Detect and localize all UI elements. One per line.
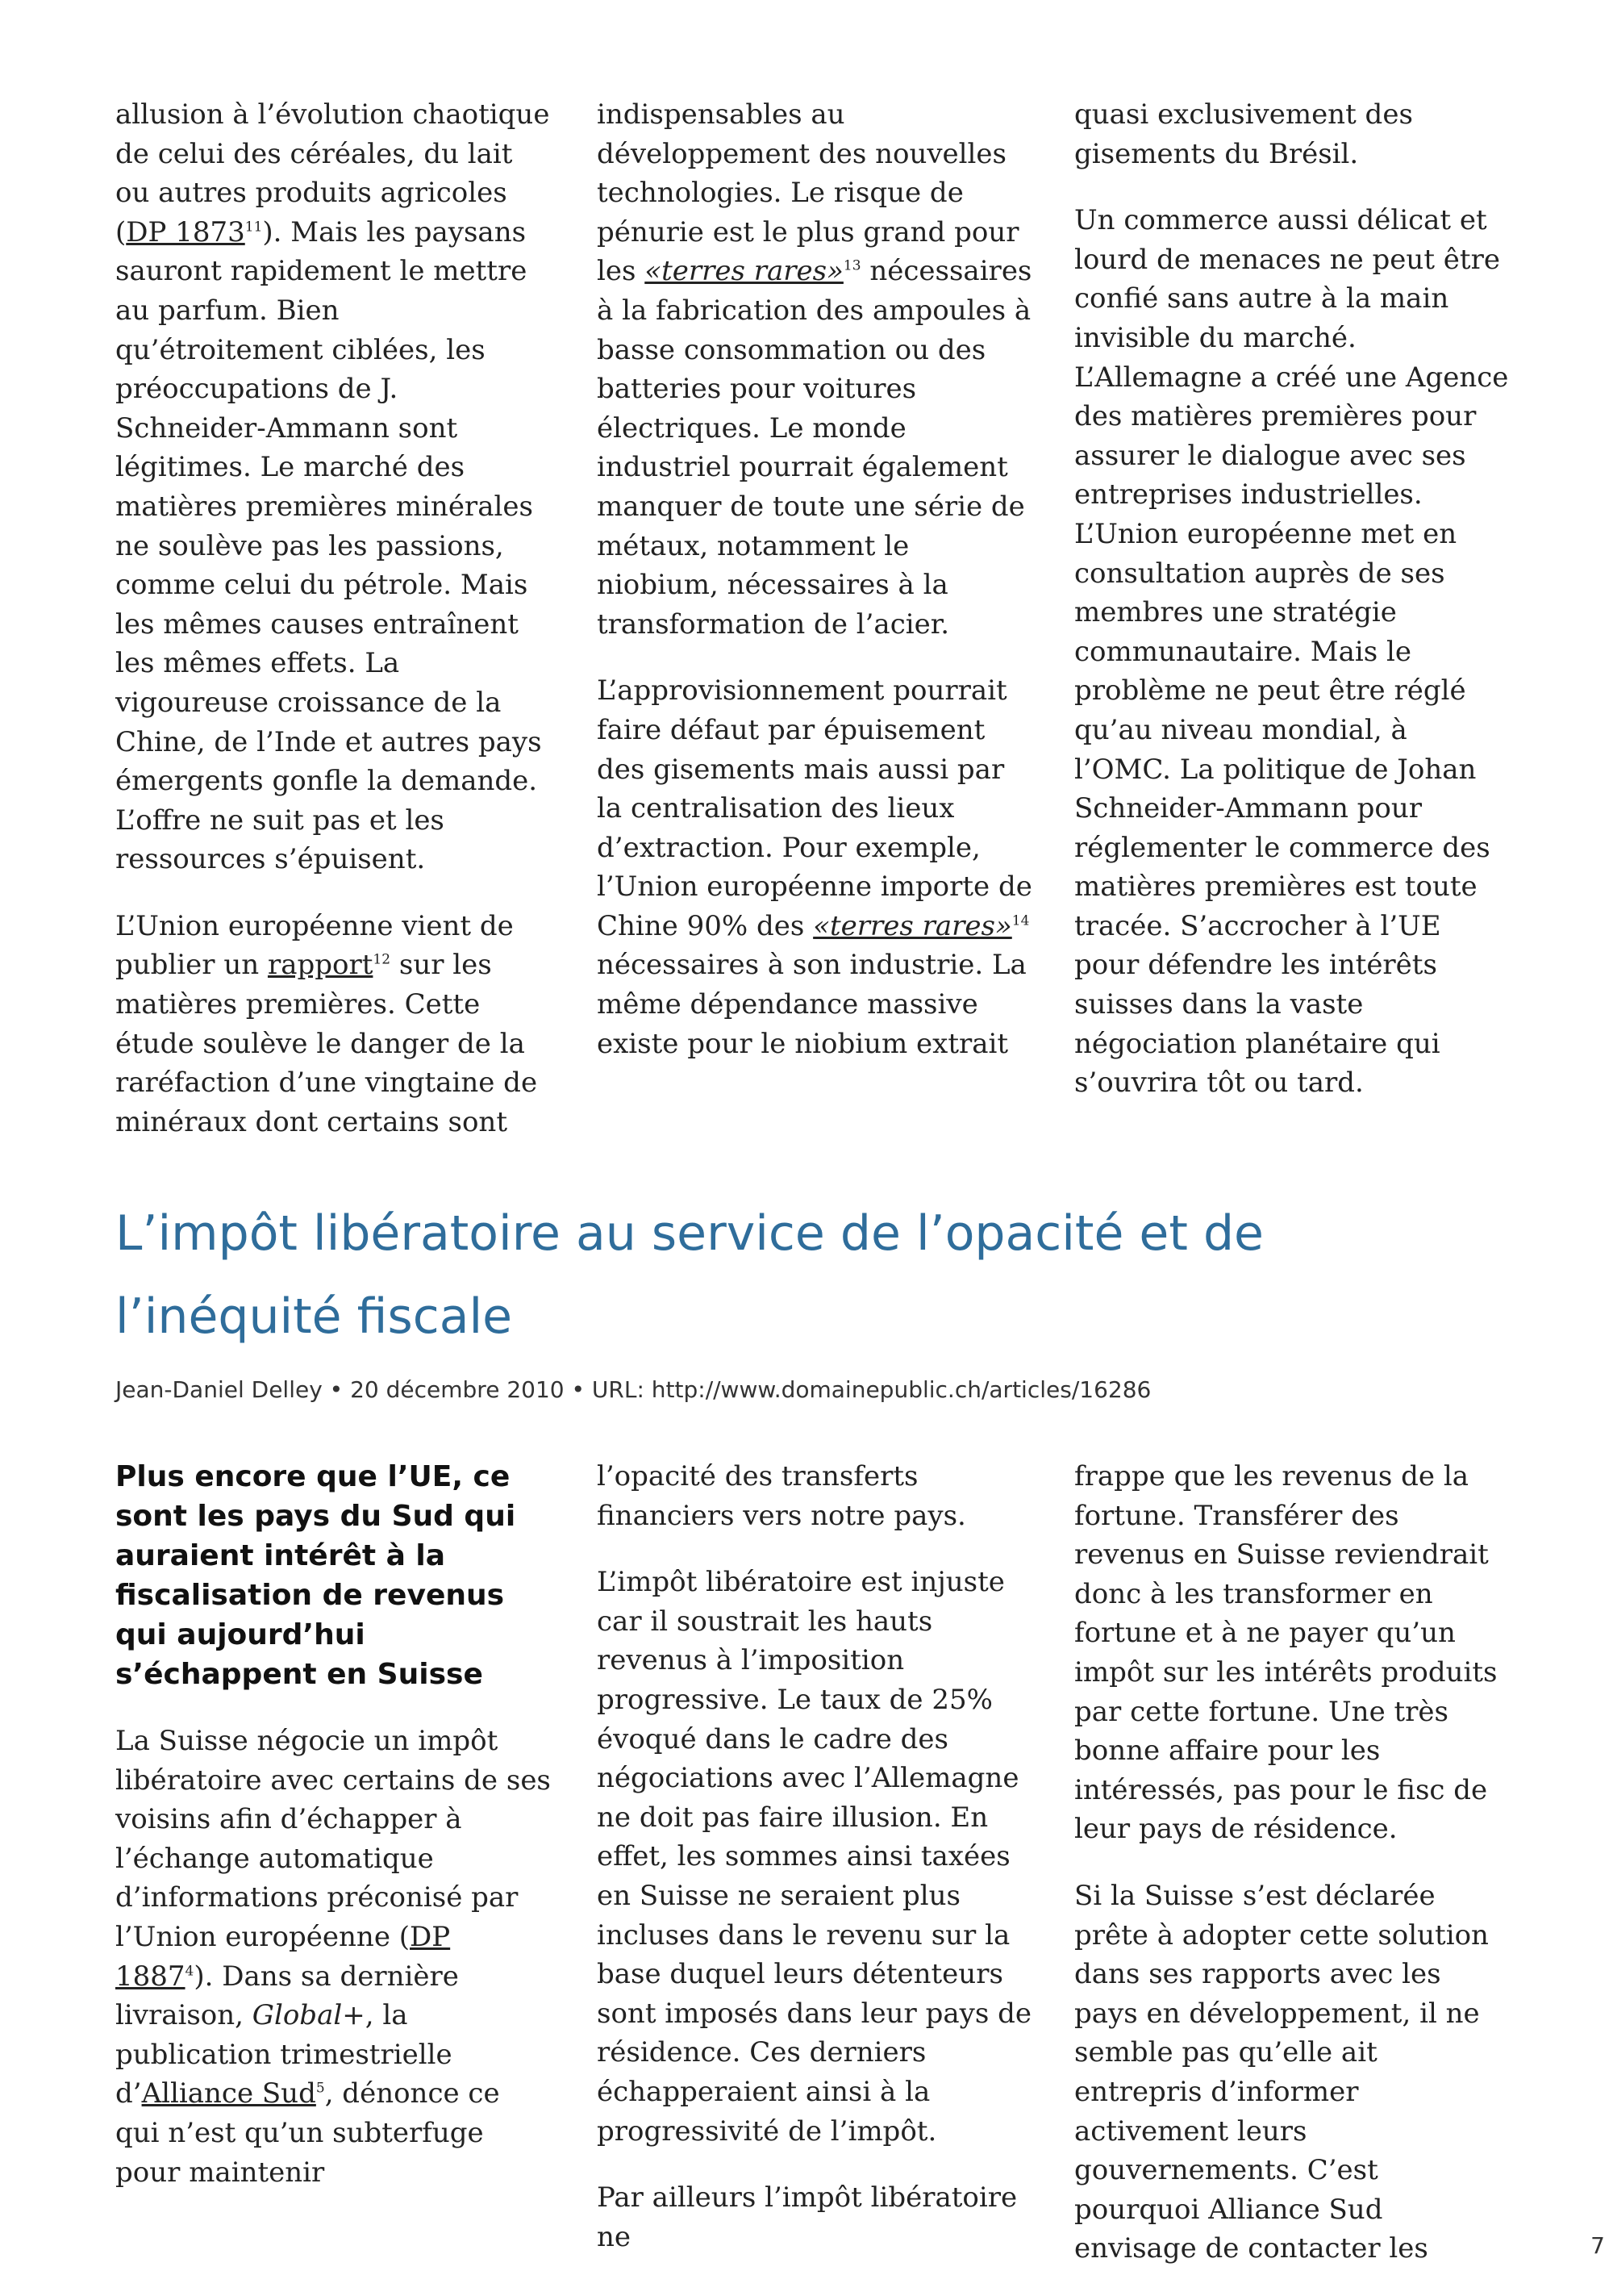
rapport-link[interactable]: rapport (267, 949, 373, 982)
paragraph: Un commerce aussi délicat et lourd de menaces ne peut être confié sans autre à la main invisible du marché. L’Allemagne a créé une Agence des matières premières pour assurer le dialogue avec ses entreprises industrielles. L’Union européenne met en consultation auprès de ses membres une stratégie communautaire. Mais le problème ne peut être réglé qu’au niveau mondial, à l’OMC. La politique de Johan Schneider-Ammann pour réglementer le commerce des matières premières est toute tracée. S’accrocher à l’UE pour défendre les intérêts suisses dans la vaste négociation planétaire qui s’ouvrira tôt ou tard. (1074, 204, 1509, 1100)
paragraph: quasi exclusivement des gisements du Brésil. (1074, 98, 1413, 170)
article2-column-2 (597, 1457, 1032, 2284)
paragraph: L’approvisionnement pourrait faire défaut par épuisement des gisements mais aussi par la centralisation des lieux d’extraction. Pour exemple, l’Union européenne importe de Chine 90% des «terres rares»$^{14}$ nécessaires à son industrie. La même dépendance massive existe pour le niobium extrait (597, 674, 1032, 1060)
article2-column-3 (1074, 1457, 1510, 2296)
footnote-ref: 11 (244, 219, 263, 236)
dp-1873-link[interactable]: DP 1873 (126, 215, 245, 248)
terres-rares-link[interactable]: «terres rares» (644, 255, 844, 288)
dp-1887-link[interactable]: DP 1887 (115, 1920, 451, 1993)
publication-name: Global+ (252, 1999, 365, 2032)
article-byline: Jean-Daniel Delley • 20 décembre 2010 • URL: http://www.domainepublic.ch/articles/16286 (115, 1376, 1152, 1403)
paragraph: frappe que les revenus de la fortune. Transférer des revenus en Suisse reviendrait donc à les transformer en fortune et à ne payer qu’un impôt sur les intérêts produits par cette fortune. Une très bonne affaire pour les intéressés, pas pour le fisc de leur pays de résidence. (1074, 1460, 1498, 1846)
footnote-ref: 12 (373, 952, 391, 969)
paragraph: indispensables au développement des nouvelles technologies. Le risque de pénurie est le plus grand pour les «terres rares»$^{13}$ nécessaires à la fabrication des ampoules à basse consommation ou des batteries pour voitures électriques. Le monde industriel pourrait également manquer de toute une série de métaux, notamment le niobium, nécessaires à la transformation de l’acier. (597, 98, 1032, 641)
footnote-ref: 4 (185, 1963, 194, 1980)
paragraph: L’impôt libératoire est injuste car il soustrait les hauts revenus à l’imposition progressive. Le taux de 25% évoqué dans le cadre des négociations avec l’Allemagne ne doit pas faire illusion. En effet, les sommes ainsi taxées en Suisse ne seraient plus incluses dans le revenu sur la base duquel leurs détenteurs sont imposés dans leur pays de résidence. Ces derniers échapperaient ainsi à la progressivité de l’impôt. (597, 1566, 1032, 2148)
article-lead: Plus encore que l’UE, ce sont les pays du Sud qui auraient intérêt à la fiscalisation de revenus qui aujourd’hui s’échappent en Suisse (115, 1460, 516, 1691)
article-title: L’impôt libératoire au service de l’opacité et de l’inéquité fiscale (115, 1205, 1264, 1345)
page-number: 7 (1590, 2232, 1605, 2259)
article1-column-2 (597, 95, 1032, 1091)
alliance-sud-link[interactable]: Alliance Sud (141, 2077, 316, 2110)
paragraph: La Suisse négocie un impôt libératoire avec certains de ses voisins afin d’échapper à l’échange automatique d’informations préconisé par l’Union européenne (DP 1887$^4$). Dans sa dernière livraison, Global+, la publication trimestrielle d’Alliance Sud$^5$, dénonce ce qui n’est qu’un subterfuge pour maintenir (115, 1725, 551, 2189)
paragraph: allusion à l’évolution chaotique de celui des céréales, du lait ou autres produits agricoles (DP 1873$^{11}$). Mais les paysans sauront rapidement le mettre au parfum. Bien qu’étroitement ciblées, les préoccupations de J. Schneider-Ammann sont légitimes. Le marché des matières premières minérales ne soulève pas les passions, comme celui du pétrole. Mais les mêmes causes entraînent les mêmes effets. La vigoureuse croissance de la Chine, de l’Inde et autres pays émergents gonfle la demande. L’offre ne suit pas et les ressources s’épuisent. (115, 98, 550, 876)
paragraph: Par ailleurs l’impôt libératoire ne (597, 2181, 1018, 2253)
footnote-ref: 13 (843, 258, 861, 275)
article2-column-1 (115, 1457, 551, 2219)
article1-column-3 (1074, 95, 1510, 1130)
paragraph: l’opacité des transferts financiers vers notre pays. (597, 1460, 966, 1532)
footnote-ref: 14 (1011, 912, 1030, 929)
paragraph: Si la Suisse s’est déclarée prête à adopter cette solution dans ses rapports avec les pays en développement, il ne semble pas qu’elle ait entrepris d’informer activement leurs gouvernements. C’est pourquoi Alliance Sud envisage de contacter les (1074, 1879, 1489, 2265)
footnote-ref: 5 (315, 2081, 325, 2098)
terres-rares-link-2[interactable]: «terres rares» (813, 909, 1012, 942)
paragraph: L’Union européenne vient de publier un rapport$^{12}$ sur les matières premières. Cette étude soulève le danger de la raréfaction d’une vingtaine de minéraux dont certains sont (115, 909, 538, 1138)
article1-column-1 (115, 95, 551, 1169)
